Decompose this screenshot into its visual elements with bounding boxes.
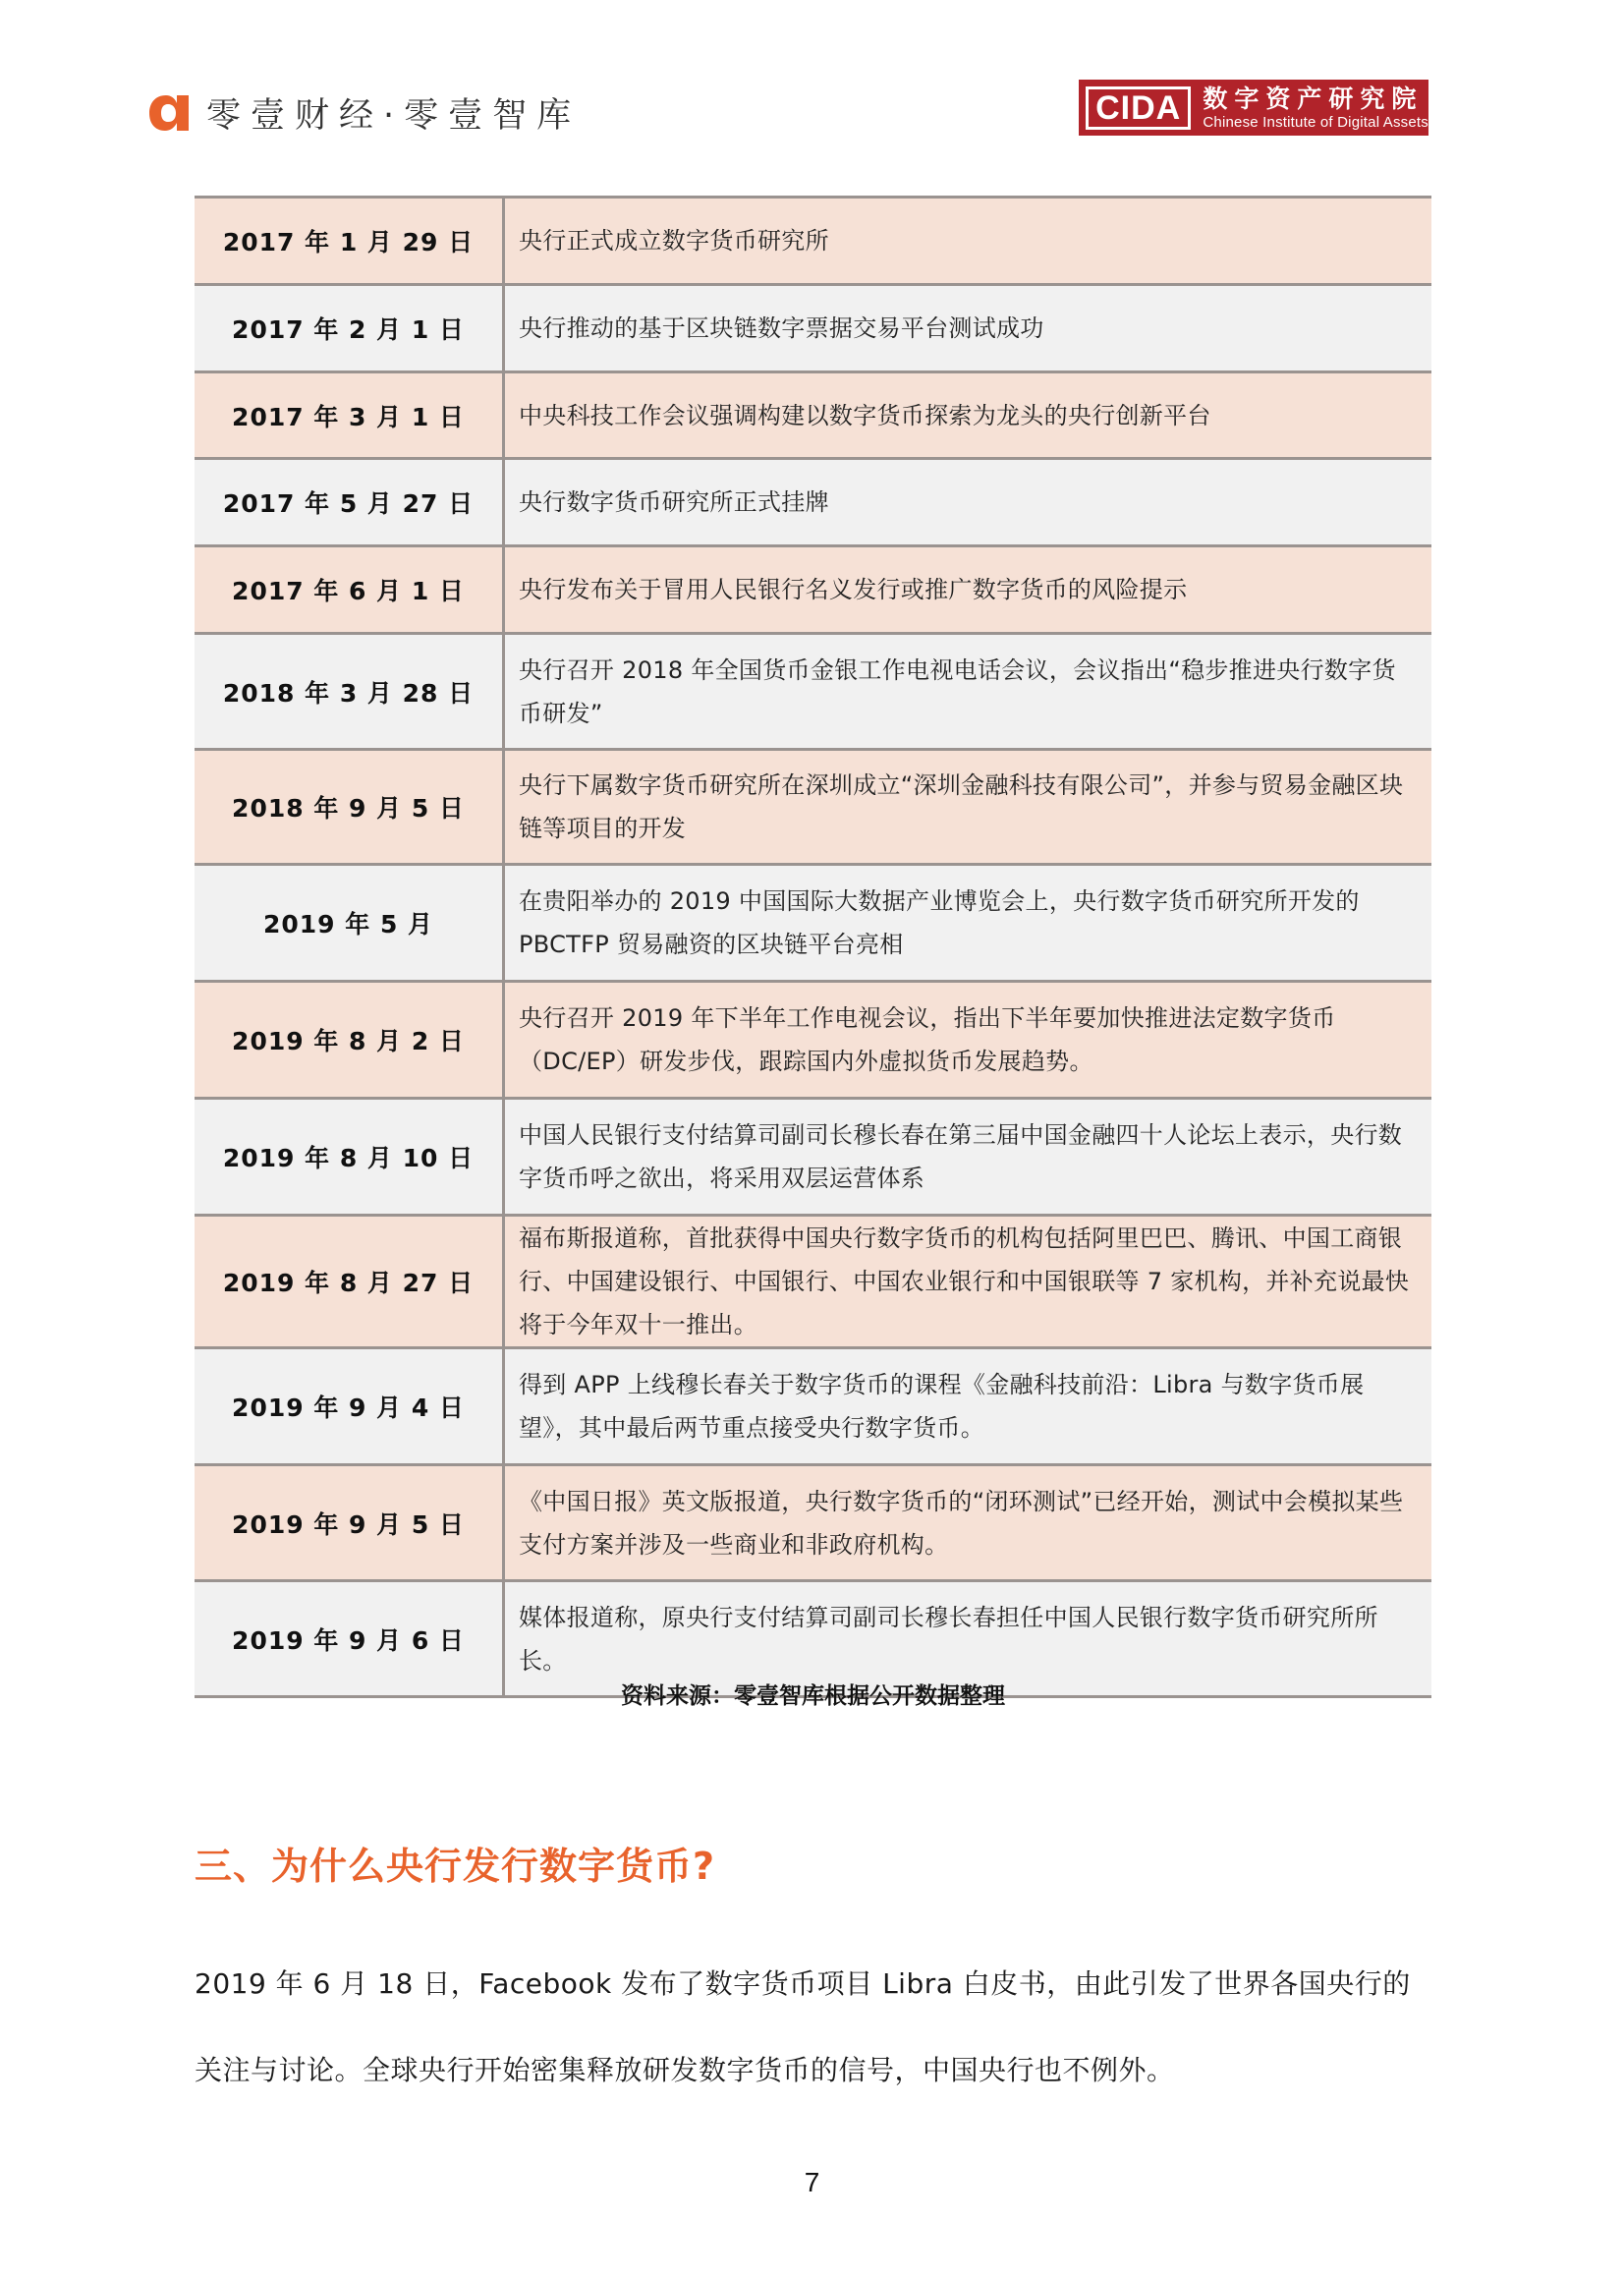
event-cell: 福布斯报道称，首批获得中国央行数字货币的机构包括阿里巴巴、腾讯、中国工商银行、中国建设银行、中国银行、中国农业银行和中国银联等 7 家机构，并补充说最快将于今年双十一推出。 [504,1216,1432,1348]
alpha-logo-icon [147,91,191,135]
timeline-table [195,196,1431,1698]
event-cell: 在贵阳举办的 2019 中国国际大数据产业博览会上，央行数字货币研究所开发的 PBCTFP 贸易融资的区块链平台亮相 [504,865,1432,982]
source-note: 资料来源：零壹智库根据公开数据整理 [621,1683,1005,1709]
event-cell: 《中国日报》英文版报道，央行数字货币的“闭环测试”已经开始，测试中会模拟某些支付方案并涉及一些商业和非政府机构。 [504,1465,1432,1581]
date-cell: 2017 年 6 月 1 日 [195,546,504,634]
table-row [195,750,1431,865]
event-cell: 央行数字货币研究所正式挂牌 [504,459,1432,546]
section-heading: 三、为什么央行发行数字货币? [195,1845,716,1888]
date-cell: 2019 年 5 月 [195,865,504,982]
date-cell: 2017 年 5 月 27 日 [195,459,504,546]
date-cell: 2017 年 1 月 29 日 [195,198,504,285]
event-cell: 媒体报道称，原央行支付结算司副司长穆长春担任中国人民银行数字货币研究所所长。 [504,1581,1432,1697]
date-cell: 2019 年 8 月 10 日 [195,1099,504,1216]
table-row [195,634,1431,750]
date-cell: 2019 年 8 月 2 日 [195,982,504,1099]
event-cell: 央行推动的基于区块链数字票据交易平台测试成功 [504,285,1432,372]
event-cell: 央行召开 2018 年全国货币金银工作电视电话会议，会议指出“稳步推进央行数字货币研发” [504,634,1432,750]
date-cell: 2018 年 9 月 5 日 [195,750,504,865]
cida-name-cn: 数字资产研究院 [1203,84,1424,113]
event-cell: 央行发布关于冒用人民银行名义发行或推广数字货币的风险提示 [504,546,1432,634]
event-cell: 央行正式成立数字货币研究所 [504,198,1432,285]
event-cell: 央行召开 2019 年下半年工作电视会议，指出下半年要加快推进法定数字货币（DC/EP）研发步伐，跟踪国内外虚拟货币发展趋势。 [504,982,1432,1099]
table-row [195,1099,1431,1216]
page-number: 7 [804,2167,820,2197]
event-cell: 中央科技工作会议强调构建以数字货币探索为龙头的央行创新平台 [504,372,1432,459]
table-row [195,459,1431,546]
table-row [195,285,1431,372]
event-cell: 央行下属数字货币研究所在深圳成立“深圳金融科技有限公司”，并参与贸易金融区块链等项目的开发 [504,750,1432,865]
event-cell: 得到 APP 上线穆长春关于数字货币的课程《金融科技前沿：Libra 与数字货币展望》，其中最后两节重点接受央行数字货币。 [504,1348,1432,1465]
date-cell: 2017 年 2 月 1 日 [195,285,504,372]
table-row [195,546,1431,634]
cida-acronym-box [1086,86,1191,130]
date-cell: 2018 年 3 月 28 日 [195,634,504,750]
cida-acronym: CIDA [1089,89,1188,127]
table-row [195,1465,1431,1581]
header-brand-left [147,88,581,138]
date-cell: 2017 年 3 月 1 日 [195,372,504,459]
event-cell: 中国人民银行支付结算司副司长穆长春在第三届中国金融四十人论坛上表示，央行数字货币呼之欲出，将采用双层运营体系 [504,1099,1432,1216]
table-row [195,1348,1431,1465]
table-row [195,198,1431,285]
date-cell: 2019 年 9 月 5 日 [195,1465,504,1581]
cida-name-en: Chinese Institute of Digital Assets [1203,113,1428,131]
table-row [195,372,1431,459]
body-paragraph: 2019 年 6 月 18 日，Facebook 发布了数字货币项目 Libra 白皮书，由此引发了世界各国央行的关注与讨论。全球央行开始密集释放研发数字货币的信号，中国央行也不例外。 [195,1967,1411,2086]
date-cell: 2019 年 8 月 27 日 [195,1216,504,1348]
brand-name: 零壹财经·零壹智库 [206,96,582,136]
cida-logo [1079,80,1428,136]
table-row [195,982,1431,1099]
table-row [195,1216,1431,1348]
date-cell: 2019 年 9 月 4 日 [195,1348,504,1465]
date-cell: 2019 年 9 月 6 日 [195,1581,504,1697]
table-row [195,865,1431,982]
